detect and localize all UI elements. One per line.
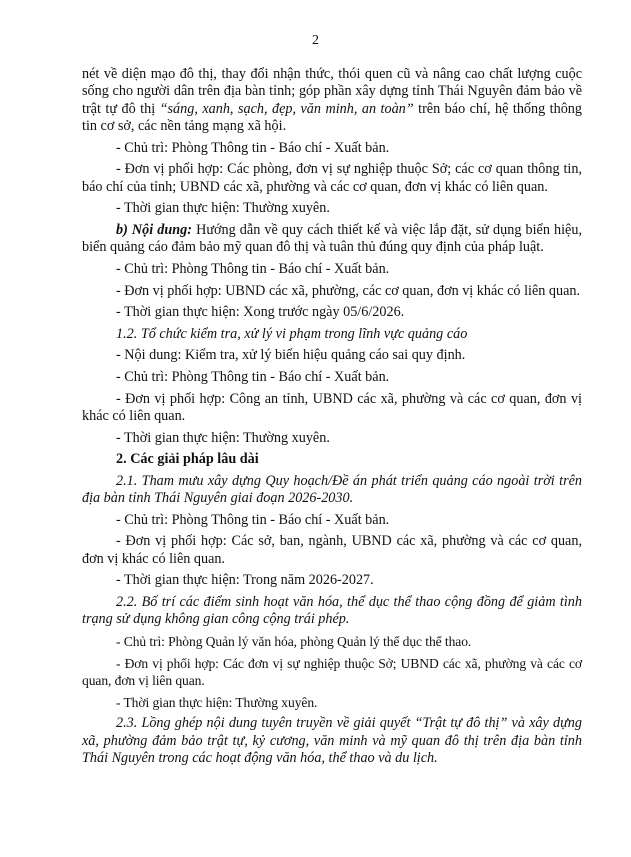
text-run: - Chủ trì: Phòng Quản lý văn hóa, phòng Quản lý thể dục thể thao.	[116, 633, 472, 649]
paragraph	[82, 655, 582, 690]
paragraph	[82, 161, 582, 196]
text-run: - Đơn vị phối hợp: Các đơn vị sự nghiệp thuộc Sở; UBND các xã, phường và các cơ quan, đơn vị liên quan.	[82, 655, 582, 688]
text-run: 2.2. Bố trí các điểm sinh hoạt văn hóa, thể dục thể thao cộng đồng để giảm tình trạng sử dụng không gian công cộng trái phép.	[82, 593, 582, 628]
text-run: 2.3. Lồng ghép nội dung tuyên truyền về giải quyết “Trật tự đô thị” và xây dựng xã, phường đảm bảo trật tự, kỷ cương, văn minh và mỹ quan đô thị trên địa bàn tỉnh Thái Nguyên trong các hoạt động văn hóa, thể thao và du lịch.	[82, 715, 582, 766]
document-body	[82, 66, 582, 772]
paragraph	[82, 633, 582, 650]
paragraph	[82, 715, 582, 767]
text-run: - Đơn vị phối hợp: UBND các xã, phường, các cơ quan, đơn vị khác có liên quan.	[116, 282, 581, 299]
text-run: - Chủ trì: Phòng Thông tin - Báo chí - Xuất bản.	[116, 261, 390, 277]
text-run: trên báo chí, hệ thống thông tin cơ sở, các nền tảng mạng xã hội.	[82, 100, 582, 135]
text-run: - Thời gian thực hiện: Xong trước ngày 05/6/2026.	[116, 304, 405, 321]
text-run: - Đơn vị phối hợp: Các phòng, đơn vị sự nghiệp thuộc Sở; các cơ quan thông tin, báo chí của tỉnh; UBND các xã, phường và các cơ quan, đơn vị khác có liên quan.	[82, 161, 582, 195]
paragraph	[82, 533, 582, 568]
paragraph	[82, 283, 582, 300]
paragraph	[82, 326, 582, 343]
paragraph	[82, 451, 582, 468]
paragraph	[82, 140, 582, 157]
text-run: - Thời gian thực hiện: Trong năm 2026-2027.	[116, 572, 374, 589]
paragraph	[82, 694, 582, 711]
paragraph	[82, 391, 582, 426]
text-run: - Thời gian thực hiện: Thường xuyên.	[116, 694, 318, 710]
text-run: - Đơn vị phối hợp: Công an tỉnh, UBND các xã, phường và các cơ quan, đơn vị khác có liên quan.	[82, 390, 582, 424]
text-run: - Chủ trì: Phòng Thông tin - Báo chí - Xuất bản.	[116, 139, 390, 156]
text-run: 1.2. Tổ chức kiểm tra, xử lý vi phạm trong lĩnh vực quảng cáo	[116, 325, 468, 342]
paragraph	[82, 369, 582, 386]
text-run: - Chủ trì: Phòng Thông tin - Báo chí - Xuất bản.	[116, 368, 390, 385]
text-run: - Chủ trì: Phòng Thông tin - Báo chí - Xuất bản.	[116, 511, 390, 528]
paragraph	[82, 430, 582, 447]
text-run: 2. Các giải pháp lâu dài	[116, 451, 259, 468]
paragraph	[82, 347, 582, 364]
text-run: - Thời gian thực hiện: Thường xuyên.	[116, 429, 330, 446]
text-run: nét về diện mạo đô thị, thay đổi nhận thức, thói quen cũ và nâng cao chất lượng cuộc sống cho người dân trên địa bàn tỉnh; góp phần xây dựng tỉnh Thái Nguyên đảm bảo về trật tự đô thị	[82, 66, 582, 117]
text-run: 2.1. Tham mưu xây dựng Quy hoạch/Đề án phát triển quảng cáo ngoài trời trên địa bàn tỉnh Thái Nguyên giai đoạn 2026-2030.	[82, 472, 582, 507]
text-run: b) Nội dung:	[116, 222, 192, 238]
paragraph	[82, 261, 582, 278]
paragraph	[82, 200, 582, 217]
paragraph	[82, 572, 582, 589]
paragraph	[82, 66, 582, 136]
text-run: - Nội dung: Kiểm tra, xử lý biển hiệu quảng cáo sai quy định.	[116, 347, 466, 364]
paragraph	[82, 222, 582, 257]
text-run: - Đơn vị phối hợp: Các sở, ban, ngành, UBND các xã, phường và các cơ quan, đơn vị khác có liên quan.	[82, 533, 582, 567]
paragraph	[82, 473, 582, 508]
paragraph	[82, 594, 582, 629]
text-run: “sáng, xanh, sạch, đẹp, văn minh, an toàn”	[159, 100, 414, 117]
text-run: - Thời gian thực hiện: Thường xuyên.	[116, 200, 330, 217]
paragraph	[82, 512, 582, 529]
paragraph	[82, 304, 582, 321]
page-number: 2	[312, 33, 319, 48]
text-run: Hướng dẫn về quy cách thiết kế và việc lắp đặt, sử dụng biển hiệu, biển quảng cáo đảm bảo mỹ quan đô thị và tuân thủ đúng quy định của pháp luật.	[82, 222, 582, 256]
